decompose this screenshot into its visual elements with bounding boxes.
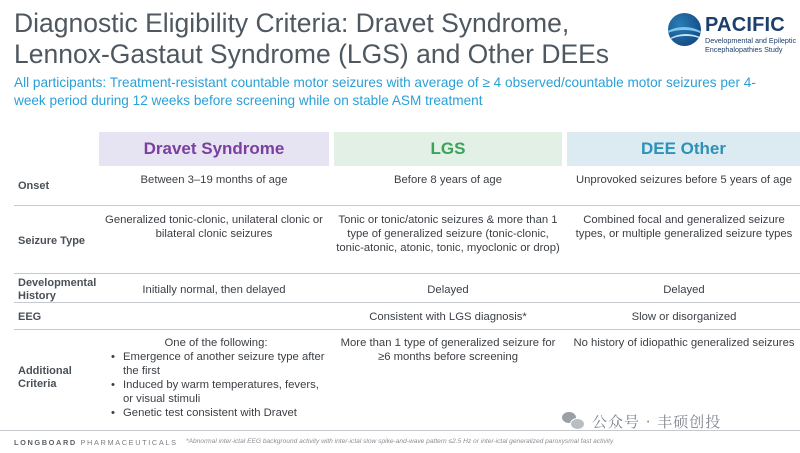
row-divider (14, 273, 800, 274)
cell-dev-dravet: Initially normal, then delayed (142, 284, 286, 296)
additional-dravet-list (103, 350, 329, 420)
cell-additional-dee: No history of idiopathic generalized seizures (573, 337, 795, 349)
wechat-icon (562, 412, 584, 430)
footer-brand-bold: LONGBOARD (14, 438, 77, 447)
row-label-additional-criteria: Additional Criteria (18, 365, 72, 390)
cell-eeg-lgs: Consistent with LGS diagnosis* (369, 311, 527, 323)
cell-onset-dravet: Between 3–19 months of age (140, 174, 288, 186)
watermark-text: 公众号 · 丰硕创投 (592, 412, 722, 431)
cell-eeg-dee: Slow or disorganized (631, 311, 737, 323)
column-header-dravet: Dravet Syndrome (99, 132, 329, 166)
cell-seizure-lgs: Tonic or tonic/atonic seizures & more than 1 type of generalized seizure (tonic-clonic, tonic-atonic, atonic, tonic, myoclonic or drop) (336, 214, 560, 254)
column-header-lgs: LGS (334, 132, 562, 166)
column-header-dee-other: DEE Other (567, 132, 800, 166)
list-item: • Emergence of another seizure type after the first (103, 350, 329, 378)
footer-brand (14, 438, 178, 447)
row-label-onset: Onset (18, 180, 50, 192)
pacific-logo (668, 10, 796, 62)
cell-onset-lgs: Before 8 years of age (393, 174, 502, 186)
cell-seizure-dravet: Generalized tonic-clonic, unilateral clonic or bilateral clonic seizures (105, 214, 323, 240)
slide-subtitle: All participants: Treatment-resistant countable motor seizures with average of ≥ 4 observed/countable motor seizures per 4-week period during 12 weeks before screening while on stable ASM treatment (14, 75, 756, 108)
footer-brand-rest: PHARMACEUTICALS (76, 438, 178, 447)
slide-title: Diagnostic Eligibility Criteria: Dravet Syndrome, Lennox-Gastaut Syndrome (LGS) and Other DEEs (14, 8, 610, 69)
row-label-seizure-type: Seizure Type (18, 235, 86, 247)
cell-onset-dee: Unprovoked seizures before 5 years of age (575, 174, 793, 186)
wave-circle-icon (668, 13, 701, 46)
list-item: • Induced by warm temperatures, fevers, or visual stimuli (103, 378, 329, 406)
list-item: • Genetic test consistent with Dravet (103, 406, 329, 420)
footer-note: *Abnormal inter-ictal EEG background activity with inter-ictal slow spike-and-wave pattern ≤2.5 Hz or inter-ictal generalized paroxysmal fast activity (186, 438, 614, 445)
cell-dev-dee: Delayed (663, 284, 705, 296)
row-label-eeg: EEG (18, 311, 42, 323)
row-divider (14, 205, 800, 206)
logo-name: PACIFIC (705, 14, 785, 36)
cell-seizure-dee: Combined focal and generalized seizure types, or multiple generalized seizure types (575, 214, 793, 240)
additional-dravet-lead: One of the following: (164, 337, 268, 349)
row-label-developmental-history: Developmental History (18, 277, 97, 302)
row-divider (14, 329, 800, 330)
cell-additional-lgs: More than 1 type of generalized seizure for ≥6 months before screening (340, 337, 556, 363)
cell-dev-lgs: Delayed (427, 284, 469, 296)
cell-additional-dravet (103, 336, 329, 420)
logo-tagline: Developmental and Epileptic Encephalopathies Study (705, 36, 797, 54)
watermark (562, 408, 721, 434)
row-divider (14, 302, 800, 303)
